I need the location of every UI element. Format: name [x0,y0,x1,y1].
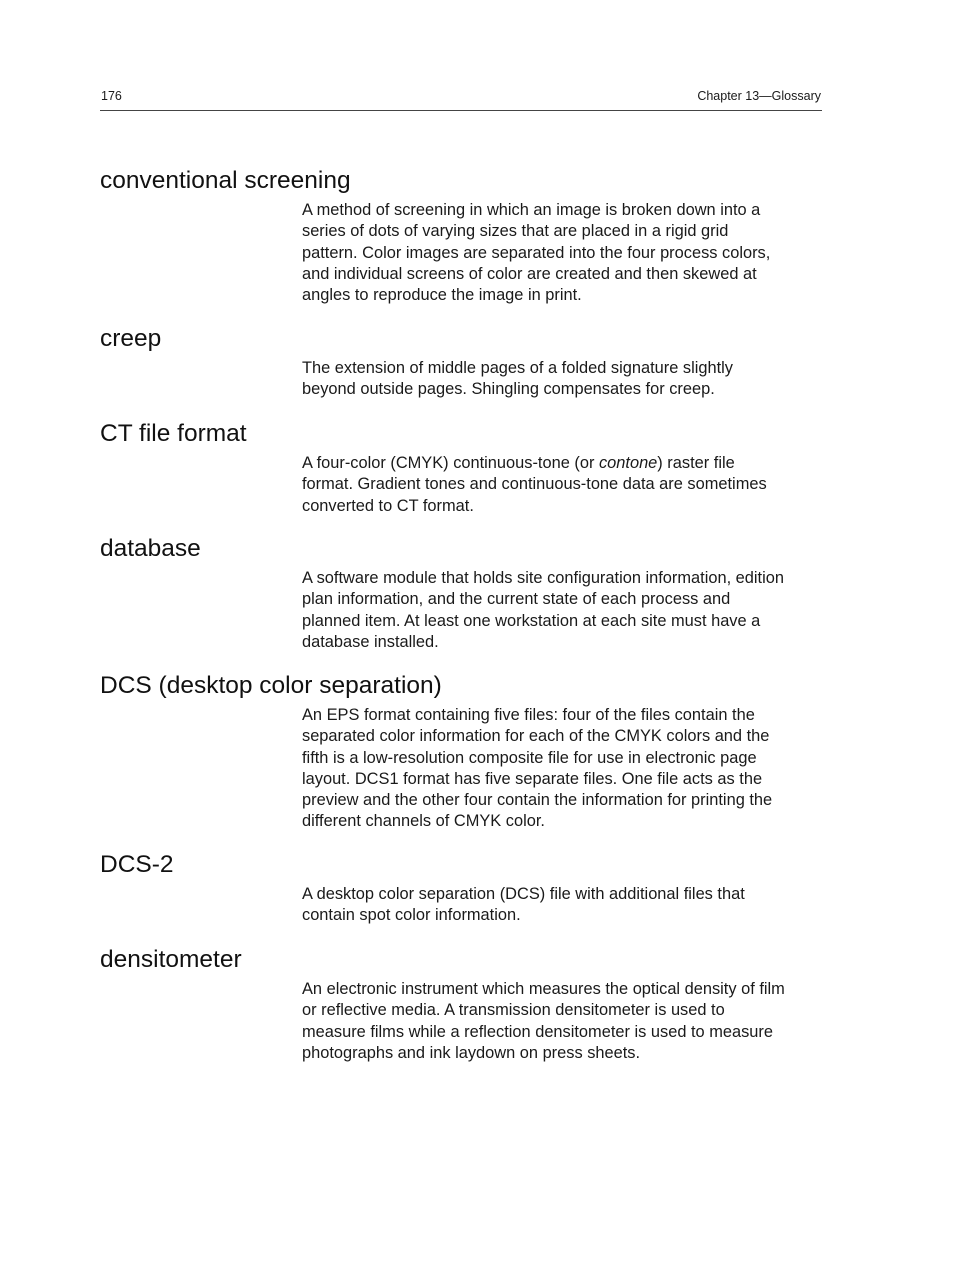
glossary-entry [100,419,822,515]
definition-line: A four-color (CMYK) continuous-tone (or contone) raster file [302,454,735,472]
definition-line: and individual screens of color are created and then skewed at [302,264,757,283]
glossary-term: conventional screening [100,167,351,194]
definition-line: database installed. [302,632,439,651]
glossary-term: DCS (desktop color separation) [100,672,442,699]
glossary-definition [302,453,832,517]
definition-line: format. Gradient tones and continuous-tone data are sometimes [302,475,767,494]
glossary-term: DCS-2 [100,851,174,878]
definition-line: An EPS format containing five files: four of the files contain the [302,706,755,724]
glossary-entry [100,945,822,1062]
definition-line: A software module that holds site configuration information, edition [302,569,784,587]
glossary-term: densitometer [100,946,242,973]
definition-line: preview and the other four contain the information for printing the [302,791,773,810]
glossary-entry [100,324,822,399]
glossary-definition [302,358,832,401]
definition-line: measure films while a reflection densitometer is used to measure [302,1022,773,1041]
glossary-term: CT file format [100,420,247,447]
definition-line: pattern. Color images are separated into the four process colors, [302,243,771,262]
definition-line: series of dots of varying sizes that are placed in a rigid grid [302,222,729,241]
definition-line: A method of screening in which an image is broken down into a [302,201,761,219]
glossary-term: database [100,535,201,562]
definition-line: separated color information for each of the CMYK colors and the [302,727,770,746]
page-number: 176 [101,89,122,103]
definition-line: angles to reproduce the image in print. [302,286,582,305]
definition-line: planned item. At least one workstation at each site must have a [302,611,761,630]
definition-line: photographs and ink laydown on press sheets. [302,1043,641,1062]
emphasis-text: contone [598,454,658,472]
definition-line: different channels of CMYK color. [302,812,545,831]
glossary-definition [302,568,832,653]
definition-line: The extension of middle pages of a folded signature slightly [302,359,733,377]
definition-line: plan information, and the current state of each process and [302,590,731,609]
glossary-definition [302,705,832,833]
glossary-entry [100,671,822,831]
running-head: Chapter 13—Glossary [697,89,821,103]
definition-line: contain spot color information. [302,906,521,925]
glossary-term: creep [100,325,162,352]
glossary-definition [302,979,832,1064]
definition-line: layout. DCS1 format has five separate files. One file acts as the [302,769,763,788]
glossary-entry [100,850,822,925]
page-header [100,88,822,111]
definition-line: beyond outside pages. Shingling compensates for creep. [302,380,715,399]
definition-line: converted to CT format. [302,496,474,515]
glossary-definition [302,200,832,306]
glossary-entry [100,166,822,305]
definition-line: fifth is a low-resolution composite file for use in electronic page [302,748,757,767]
glossary-entry [100,534,822,651]
definition-line: or reflective media. A transmission densitometer is used to [302,1001,725,1020]
definition-line: A desktop color separation (DCS) file with additional files that [302,885,745,903]
definition-line: An electronic instrument which measures the optical density of film [302,980,785,998]
glossary-definition [302,884,832,927]
